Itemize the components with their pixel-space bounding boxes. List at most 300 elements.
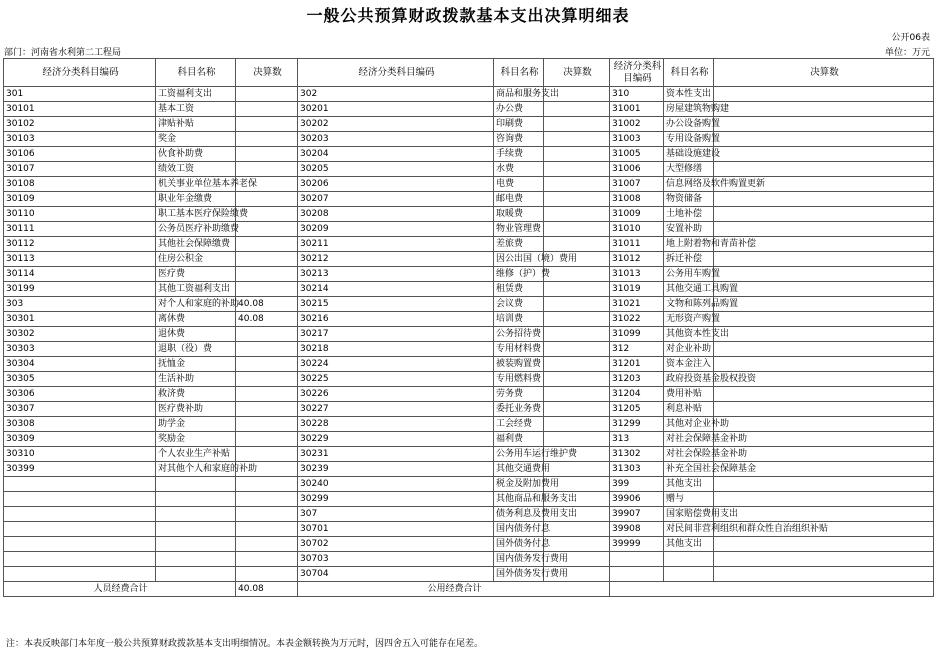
cell-name-2[interactable]: 专用燃料费 — [494, 372, 544, 387]
cell-amount-2[interactable] — [544, 207, 610, 222]
cell-code-3[interactable]: 31010 — [610, 222, 664, 237]
cell-name-1[interactable]: 生活补助 — [156, 372, 236, 387]
cell-name-2[interactable]: 税金及附加费用 — [494, 477, 544, 492]
cell-code-2[interactable]: 30215 — [298, 297, 494, 312]
cell-amount-1[interactable] — [236, 192, 298, 207]
public-total-amount — [610, 582, 934, 597]
table-row — [4, 417, 934, 432]
cell-name-2[interactable]: 维修（护）费 — [494, 267, 544, 282]
cell-code-2[interactable]: 30209 — [298, 222, 494, 237]
table-row — [4, 207, 934, 222]
cell-name-3[interactable]: 办公设备购置 — [664, 117, 714, 132]
cell-code-1[interactable]: 30107 — [4, 162, 156, 177]
cell-name-3[interactable] — [664, 567, 714, 582]
cell-code-1[interactable]: 30306 — [4, 387, 156, 402]
cell-name-2[interactable]: 印刷费 — [494, 117, 544, 132]
cell-amount-2[interactable] — [544, 222, 610, 237]
cell-amount-2[interactable] — [544, 177, 610, 192]
cell-amount-3[interactable] — [714, 312, 934, 327]
cell-amount-2[interactable] — [544, 102, 610, 117]
cell-name-3[interactable]: 信息网络及软件购置更新 — [664, 177, 714, 192]
cell-amount-1[interactable] — [236, 537, 298, 552]
cell-code-3[interactable]: 31005 — [610, 147, 664, 162]
cell-amount-1[interactable] — [236, 237, 298, 252]
cell-code-3[interactable]: 31001 — [610, 102, 664, 117]
cell-amount-3[interactable] — [714, 87, 934, 102]
cell-code-3[interactable] — [610, 552, 664, 567]
cell-amount-2[interactable] — [544, 402, 610, 417]
header-amount-3: 决算数 — [714, 59, 934, 87]
cell-amount-2[interactable] — [544, 417, 610, 432]
cell-code-3[interactable]: 31205 — [610, 402, 664, 417]
cell-code-3[interactable]: 310 — [610, 87, 664, 102]
cell-code-1[interactable]: 30110 — [4, 207, 156, 222]
cell-code-3[interactable]: 31007 — [610, 177, 664, 192]
cell-amount-3[interactable] — [714, 267, 934, 282]
cell-name-1[interactable]: 绩效工资 — [156, 162, 236, 177]
cell-code-2[interactable]: 30214 — [298, 282, 494, 297]
cell-code-1[interactable]: 30199 — [4, 282, 156, 297]
cell-amount-1[interactable] — [236, 132, 298, 147]
cell-code-3[interactable]: 31019 — [610, 282, 664, 297]
cell-name-3[interactable]: 其他支出 — [664, 477, 714, 492]
cell-name-3[interactable]: 物资储备 — [664, 192, 714, 207]
cell-name-1[interactable]: 工资福利支出 — [156, 87, 236, 102]
cell-code-2[interactable]: 30703 — [298, 552, 494, 567]
cell-name-3[interactable]: 资本性支出 — [664, 87, 714, 102]
cell-name-2[interactable]: 公务招待费 — [494, 327, 544, 342]
cell-code-3[interactable]: 31011 — [610, 237, 664, 252]
cell-amount-3[interactable] — [714, 567, 934, 582]
cell-code-3[interactable]: 31201 — [610, 357, 664, 372]
cell-amount-3[interactable] — [714, 162, 934, 177]
cell-amount-1[interactable] — [236, 447, 298, 462]
cell-amount-2[interactable] — [544, 387, 610, 402]
cell-name-2[interactable]: 工会经费 — [494, 417, 544, 432]
cell-code-2[interactable]: 30211 — [298, 237, 494, 252]
cell-name-2[interactable]: 邮电费 — [494, 192, 544, 207]
header-code-3: 经济分类科目编码 — [610, 59, 664, 87]
cell-code-3[interactable]: 31303 — [610, 462, 664, 477]
cell-name-2[interactable]: 国内债务发行费用 — [494, 552, 544, 567]
cell-code-1[interactable]: 30308 — [4, 417, 156, 432]
cell-amount-3[interactable] — [714, 537, 934, 552]
cell-amount-3[interactable] — [714, 132, 934, 147]
cell-code-3[interactable]: 31021 — [610, 297, 664, 312]
cell-amount-1[interactable] — [236, 252, 298, 267]
cell-name-3[interactable]: 基础设施建设 — [664, 147, 714, 162]
cell-name-2[interactable]: 商品和服务支出 — [494, 87, 544, 102]
cell-code-3[interactable]: 31204 — [610, 387, 664, 402]
cell-code-2[interactable]: 30217 — [298, 327, 494, 342]
cell-code-2[interactable]: 30701 — [298, 522, 494, 537]
cell-name-2[interactable]: 劳务费 — [494, 387, 544, 402]
cell-code-3[interactable]: 31299 — [610, 417, 664, 432]
cell-name-2[interactable]: 公务用车运行维护费 — [494, 447, 544, 462]
cell-code-1[interactable]: 30101 — [4, 102, 156, 117]
cell-name-3[interactable]: 房屋建筑物购建 — [664, 102, 714, 117]
cell-amount-1[interactable] — [236, 282, 298, 297]
cell-name-3[interactable]: 政府投资基金股权投资 — [664, 372, 714, 387]
cell-code-1[interactable]: 30303 — [4, 342, 156, 357]
cell-name-3[interactable]: 专用设备购置 — [664, 132, 714, 147]
cell-code-1[interactable]: 30109 — [4, 192, 156, 207]
cell-name-1[interactable]: 救济费 — [156, 387, 236, 402]
cell-code-1[interactable]: 30309 — [4, 432, 156, 447]
cell-name-2[interactable]: 国内债务付息 — [494, 522, 544, 537]
cell-amount-2[interactable] — [544, 297, 610, 312]
cell-name-2[interactable]: 差旅费 — [494, 237, 544, 252]
header-amount-2: 决算数 — [544, 59, 610, 87]
table-row — [4, 87, 934, 102]
cell-code-1[interactable]: 30111 — [4, 222, 156, 237]
cell-name-2[interactable]: 专用材料费 — [494, 342, 544, 357]
cell-code-3[interactable]: 39907 — [610, 507, 664, 522]
cell-amount-3[interactable] — [714, 327, 934, 342]
cell-name-1[interactable] — [156, 522, 236, 537]
cell-amount-3[interactable] — [714, 387, 934, 402]
cell-code-3[interactable]: 31003 — [610, 132, 664, 147]
cell-name-1[interactable]: 奖金 — [156, 132, 236, 147]
cell-code-2[interactable]: 30227 — [298, 402, 494, 417]
cell-code-2[interactable]: 30240 — [298, 477, 494, 492]
cell-amount-2[interactable] — [544, 432, 610, 447]
cell-name-3[interactable]: 其他支出 — [664, 537, 714, 552]
cell-amount-1[interactable] — [236, 342, 298, 357]
table-row — [4, 492, 934, 507]
cell-amount-1[interactable]: 40.08 — [236, 312, 298, 327]
cell-name-2[interactable]: 因公出国（境）费用 — [494, 252, 544, 267]
cell-amount-1[interactable] — [236, 492, 298, 507]
cell-name-3[interactable]: 赠与 — [664, 492, 714, 507]
cell-name-1[interactable]: 伙食补助费 — [156, 147, 236, 162]
cell-code-2[interactable]: 30231 — [298, 447, 494, 462]
cell-name-1[interactable] — [156, 492, 236, 507]
cell-name-3[interactable]: 补充全国社会保障基金 — [664, 462, 714, 477]
cell-code-2[interactable]: 30213 — [298, 267, 494, 282]
cell-name-3[interactable]: 大型修缮 — [664, 162, 714, 177]
cell-amount-3[interactable] — [714, 297, 934, 312]
cell-code-2[interactable]: 30218 — [298, 342, 494, 357]
cell-code-1[interactable]: 30399 — [4, 462, 156, 477]
cell-name-1[interactable]: 机关事业单位基本养老保 — [156, 177, 236, 192]
cell-code-2[interactable]: 30206 — [298, 177, 494, 192]
table-row — [4, 177, 934, 192]
cell-code-3[interactable]: 31006 — [610, 162, 664, 177]
cell-amount-1[interactable] — [236, 87, 298, 102]
cell-amount-3[interactable] — [714, 417, 934, 432]
cell-name-1[interactable]: 医疗费补助 — [156, 402, 236, 417]
cell-amount-2[interactable] — [544, 327, 610, 342]
cell-name-1[interactable] — [156, 567, 236, 582]
table-row — [4, 357, 934, 372]
cell-name-3[interactable]: 无形资产购置 — [664, 312, 714, 327]
cell-name-3[interactable]: 对社会保障基金补助 — [664, 432, 714, 447]
cell-name-1[interactable] — [156, 477, 236, 492]
cell-code-2[interactable]: 30702 — [298, 537, 494, 552]
table-row — [4, 312, 934, 327]
cell-name-3[interactable]: 对社会保险基金补助 — [664, 447, 714, 462]
cell-code-2[interactable]: 30239 — [298, 462, 494, 477]
cell-name-3[interactable]: 安置补助 — [664, 222, 714, 237]
cell-name-1[interactable]: 对个人和家庭的补助 — [156, 297, 236, 312]
cell-amount-1[interactable] — [236, 357, 298, 372]
table-row — [4, 477, 934, 492]
department-label: 部门：河南省水利第二工程局 — [4, 48, 122, 58]
cell-name-2[interactable]: 其他商品和服务支出 — [494, 492, 544, 507]
cell-code-2[interactable]: 30226 — [298, 387, 494, 402]
cell-code-1[interactable] — [4, 507, 156, 522]
cell-code-3[interactable]: 39999 — [610, 537, 664, 552]
cell-name-2[interactable]: 物业管理费 — [494, 222, 544, 237]
cell-name-2[interactable]: 水费 — [494, 162, 544, 177]
table-row — [4, 162, 934, 177]
cell-code-3[interactable]: 31009 — [610, 207, 664, 222]
cell-name-1[interactable]: 退职（役）费 — [156, 342, 236, 357]
cell-name-2[interactable]: 培训费 — [494, 312, 544, 327]
cell-code-2[interactable]: 30205 — [298, 162, 494, 177]
cell-code-1[interactable]: 30108 — [4, 177, 156, 192]
cell-name-1[interactable]: 住房公积金 — [156, 252, 236, 267]
cell-code-1[interactable]: 30114 — [4, 267, 156, 282]
cell-amount-1[interactable] — [236, 267, 298, 282]
cell-amount-1[interactable] — [236, 552, 298, 567]
cell-name-1[interactable]: 对其他个人和家庭的补助 — [156, 462, 236, 477]
header-code-2: 经济分类科目编码 — [298, 59, 494, 87]
cell-amount-3[interactable] — [714, 552, 934, 567]
cell-amount-3[interactable] — [714, 477, 934, 492]
cell-name-1[interactable]: 其他工资福利支出 — [156, 282, 236, 297]
cell-amount-2[interactable] — [544, 162, 610, 177]
cell-name-1[interactable] — [156, 507, 236, 522]
cell-code-1[interactable]: 30113 — [4, 252, 156, 267]
cell-amount-3[interactable] — [714, 102, 934, 117]
cell-code-3[interactable]: 39906 — [610, 492, 664, 507]
cell-name-3[interactable]: 其他资本性支出 — [664, 327, 714, 342]
table-row — [4, 237, 934, 252]
cell-name-1[interactable]: 离休费 — [156, 312, 236, 327]
cell-amount-3[interactable] — [714, 492, 934, 507]
cell-amount-1[interactable] — [236, 147, 298, 162]
cell-code-1[interactable]: 30106 — [4, 147, 156, 162]
cell-name-3[interactable]: 对民间非营利组织和群众性自治组织补贴 — [664, 522, 714, 537]
cell-amount-3[interactable] — [714, 507, 934, 522]
cell-amount-2[interactable] — [544, 522, 610, 537]
table-row — [4, 252, 934, 267]
cell-name-1[interactable]: 津贴补贴 — [156, 117, 236, 132]
cell-name-1[interactable] — [156, 537, 236, 552]
cell-amount-3[interactable] — [714, 192, 934, 207]
cell-code-2[interactable]: 30208 — [298, 207, 494, 222]
cell-name-3[interactable]: 拆迁补偿 — [664, 252, 714, 267]
header-name-2: 科目名称 — [494, 59, 544, 87]
cell-code-1[interactable]: 30305 — [4, 372, 156, 387]
cell-name-2[interactable]: 委托业务费 — [494, 402, 544, 417]
cell-name-1[interactable]: 个人农业生产补贴 — [156, 447, 236, 462]
cell-code-3[interactable]: 31012 — [610, 252, 664, 267]
cell-amount-1[interactable] — [236, 117, 298, 132]
cell-code-2[interactable]: 30216 — [298, 312, 494, 327]
cell-amount-3[interactable] — [714, 342, 934, 357]
cell-name-2[interactable]: 福利费 — [494, 432, 544, 447]
cell-name-3[interactable]: 国家赔偿费用支出 — [664, 507, 714, 522]
cell-name-1[interactable]: 抚恤金 — [156, 357, 236, 372]
cell-amount-2[interactable] — [544, 462, 610, 477]
cell-amount-1[interactable] — [236, 402, 298, 417]
table-row — [4, 507, 934, 522]
cell-name-1[interactable]: 退休费 — [156, 327, 236, 342]
cell-name-3[interactable]: 地上附着物和青苗补偿 — [664, 237, 714, 252]
cell-name-1[interactable]: 职工基本医疗保险缴费 — [156, 207, 236, 222]
cell-code-1[interactable] — [4, 522, 156, 537]
cell-code-1[interactable]: 30102 — [4, 117, 156, 132]
cell-code-3[interactable]: 39908 — [610, 522, 664, 537]
cell-amount-2[interactable] — [544, 537, 610, 552]
cell-amount-1[interactable] — [236, 567, 298, 582]
cell-code-3[interactable] — [610, 567, 664, 582]
cell-amount-3[interactable] — [714, 222, 934, 237]
cell-amount-2[interactable] — [544, 372, 610, 387]
cell-amount-1[interactable] — [236, 507, 298, 522]
cell-code-1[interactable] — [4, 537, 156, 552]
cell-name-2[interactable]: 其他交通费用 — [494, 462, 544, 477]
cell-amount-1[interactable] — [236, 372, 298, 387]
cell-code-2[interactable]: 30224 — [298, 357, 494, 372]
cell-code-1[interactable]: 30301 — [4, 312, 156, 327]
cell-code-3[interactable]: 31302 — [610, 447, 664, 462]
cell-code-1[interactable]: 30304 — [4, 357, 156, 372]
cell-code-3[interactable]: 31002 — [610, 117, 664, 132]
cell-amount-2[interactable] — [544, 267, 610, 282]
cell-code-3[interactable]: 31013 — [610, 267, 664, 282]
cell-amount-3[interactable] — [714, 357, 934, 372]
cell-amount-3[interactable] — [714, 402, 934, 417]
cell-amount-1[interactable] — [236, 387, 298, 402]
cell-code-2[interactable]: 30203 — [298, 132, 494, 147]
cell-code-2[interactable]: 30228 — [298, 417, 494, 432]
cell-name-1[interactable]: 其他社会保障缴费 — [156, 237, 236, 252]
cell-amount-1[interactable] — [236, 432, 298, 447]
cell-amount-3[interactable] — [714, 147, 934, 162]
cell-amount-1[interactable] — [236, 522, 298, 537]
cell-code-2[interactable]: 30201 — [298, 102, 494, 117]
cell-code-1[interactable] — [4, 492, 156, 507]
cell-name-3[interactable]: 其他交通工具购置 — [664, 282, 714, 297]
cell-code-2[interactable]: 30202 — [298, 117, 494, 132]
cell-code-1[interactable]: 301 — [4, 87, 156, 102]
cell-code-2[interactable]: 307 — [298, 507, 494, 522]
cell-code-2[interactable]: 30229 — [298, 432, 494, 447]
cell-name-1[interactable]: 奖励金 — [156, 432, 236, 447]
cell-amount-2[interactable] — [544, 117, 610, 132]
cell-code-2[interactable]: 30299 — [298, 492, 494, 507]
cell-code-2[interactable]: 30704 — [298, 567, 494, 582]
cell-amount-1[interactable] — [236, 417, 298, 432]
cell-code-2[interactable]: 30204 — [298, 147, 494, 162]
cell-code-3[interactable]: 313 — [610, 432, 664, 447]
cell-name-2[interactable]: 电费 — [494, 177, 544, 192]
cell-amount-3[interactable] — [714, 282, 934, 297]
cell-amount-2[interactable] — [544, 282, 610, 297]
cell-code-2[interactable]: 30207 — [298, 192, 494, 207]
cell-name-2[interactable]: 债务利息及费用支出 — [494, 507, 544, 522]
cell-name-1[interactable]: 助学金 — [156, 417, 236, 432]
cell-name-3[interactable]: 资本金注入 — [664, 357, 714, 372]
cell-name-2[interactable]: 咨询费 — [494, 132, 544, 147]
cell-amount-1[interactable] — [236, 327, 298, 342]
cell-code-1[interactable]: 30307 — [4, 402, 156, 417]
cell-amount-2[interactable] — [544, 237, 610, 252]
public-total-label: 公用经费合计 — [298, 582, 610, 597]
cell-amount-3[interactable] — [714, 117, 934, 132]
cell-code-1[interactable]: 30103 — [4, 132, 156, 147]
cell-name-1[interactable]: 职业年金缴费 — [156, 192, 236, 207]
table-row — [4, 432, 934, 447]
cell-name-3[interactable]: 土地补偿 — [664, 207, 714, 222]
cell-name-2[interactable]: 国外债务付息 — [494, 537, 544, 552]
cell-amount-1[interactable] — [236, 477, 298, 492]
cell-name-2[interactable]: 手续费 — [494, 147, 544, 162]
cell-name-3[interactable]: 公务用车购置 — [664, 267, 714, 282]
cell-name-1[interactable]: 基本工资 — [156, 102, 236, 117]
cell-code-1[interactable]: 30310 — [4, 447, 156, 462]
cell-code-1[interactable]: 30302 — [4, 327, 156, 342]
cell-amount-2[interactable] — [544, 147, 610, 162]
cell-amount-2[interactable] — [544, 342, 610, 357]
cell-code-1[interactable]: 30112 — [4, 237, 156, 252]
cell-code-3[interactable]: 31203 — [610, 372, 664, 387]
cell-amount-2[interactable] — [544, 357, 610, 372]
cell-amount-1[interactable] — [236, 102, 298, 117]
cell-code-3[interactable]: 31099 — [610, 327, 664, 342]
cell-code-1[interactable] — [4, 477, 156, 492]
cell-amount-3[interactable] — [714, 252, 934, 267]
cell-name-2[interactable]: 会议费 — [494, 297, 544, 312]
cell-code-3[interactable]: 31008 — [610, 192, 664, 207]
cell-amount-1[interactable] — [236, 222, 298, 237]
cell-name-1[interactable]: 公务员医疗补助缴费 — [156, 222, 236, 237]
cell-name-1[interactable]: 医疗费 — [156, 267, 236, 282]
cell-name-2[interactable]: 租赁费 — [494, 282, 544, 297]
cell-code-2[interactable]: 30212 — [298, 252, 494, 267]
cell-amount-1[interactable] — [236, 162, 298, 177]
cell-name-3[interactable]: 利息补贴 — [664, 402, 714, 417]
cell-code-1[interactable]: 303 — [4, 297, 156, 312]
cell-code-1[interactable] — [4, 552, 156, 567]
cell-code-3[interactable]: 399 — [610, 477, 664, 492]
cell-name-2[interactable]: 取暖费 — [494, 207, 544, 222]
cell-name-1[interactable] — [156, 552, 236, 567]
cell-name-3[interactable]: 对企业补助 — [664, 342, 714, 357]
cell-amount-3[interactable] — [714, 207, 934, 222]
cell-amount-1[interactable]: 40.08 — [236, 297, 298, 312]
cell-name-3[interactable] — [664, 552, 714, 567]
cell-name-2[interactable]: 办公费 — [494, 102, 544, 117]
cell-amount-2[interactable] — [544, 132, 610, 147]
cell-code-2[interactable]: 302 — [298, 87, 494, 102]
cell-code-3[interactable]: 31022 — [610, 312, 664, 327]
cell-name-2[interactable]: 国外债务发行费用 — [494, 567, 544, 582]
cell-name-3[interactable]: 其他对企业补助 — [664, 417, 714, 432]
cell-name-2[interactable]: 被装购置费 — [494, 357, 544, 372]
cell-code-1[interactable] — [4, 567, 156, 582]
cell-amount-2[interactable] — [544, 192, 610, 207]
cell-code-3[interactable]: 312 — [610, 342, 664, 357]
cell-amount-2[interactable] — [544, 312, 610, 327]
cell-name-3[interactable]: 费用补贴 — [664, 387, 714, 402]
cell-name-3[interactable]: 文物和陈列品购置 — [664, 297, 714, 312]
cell-code-2[interactable]: 30225 — [298, 372, 494, 387]
